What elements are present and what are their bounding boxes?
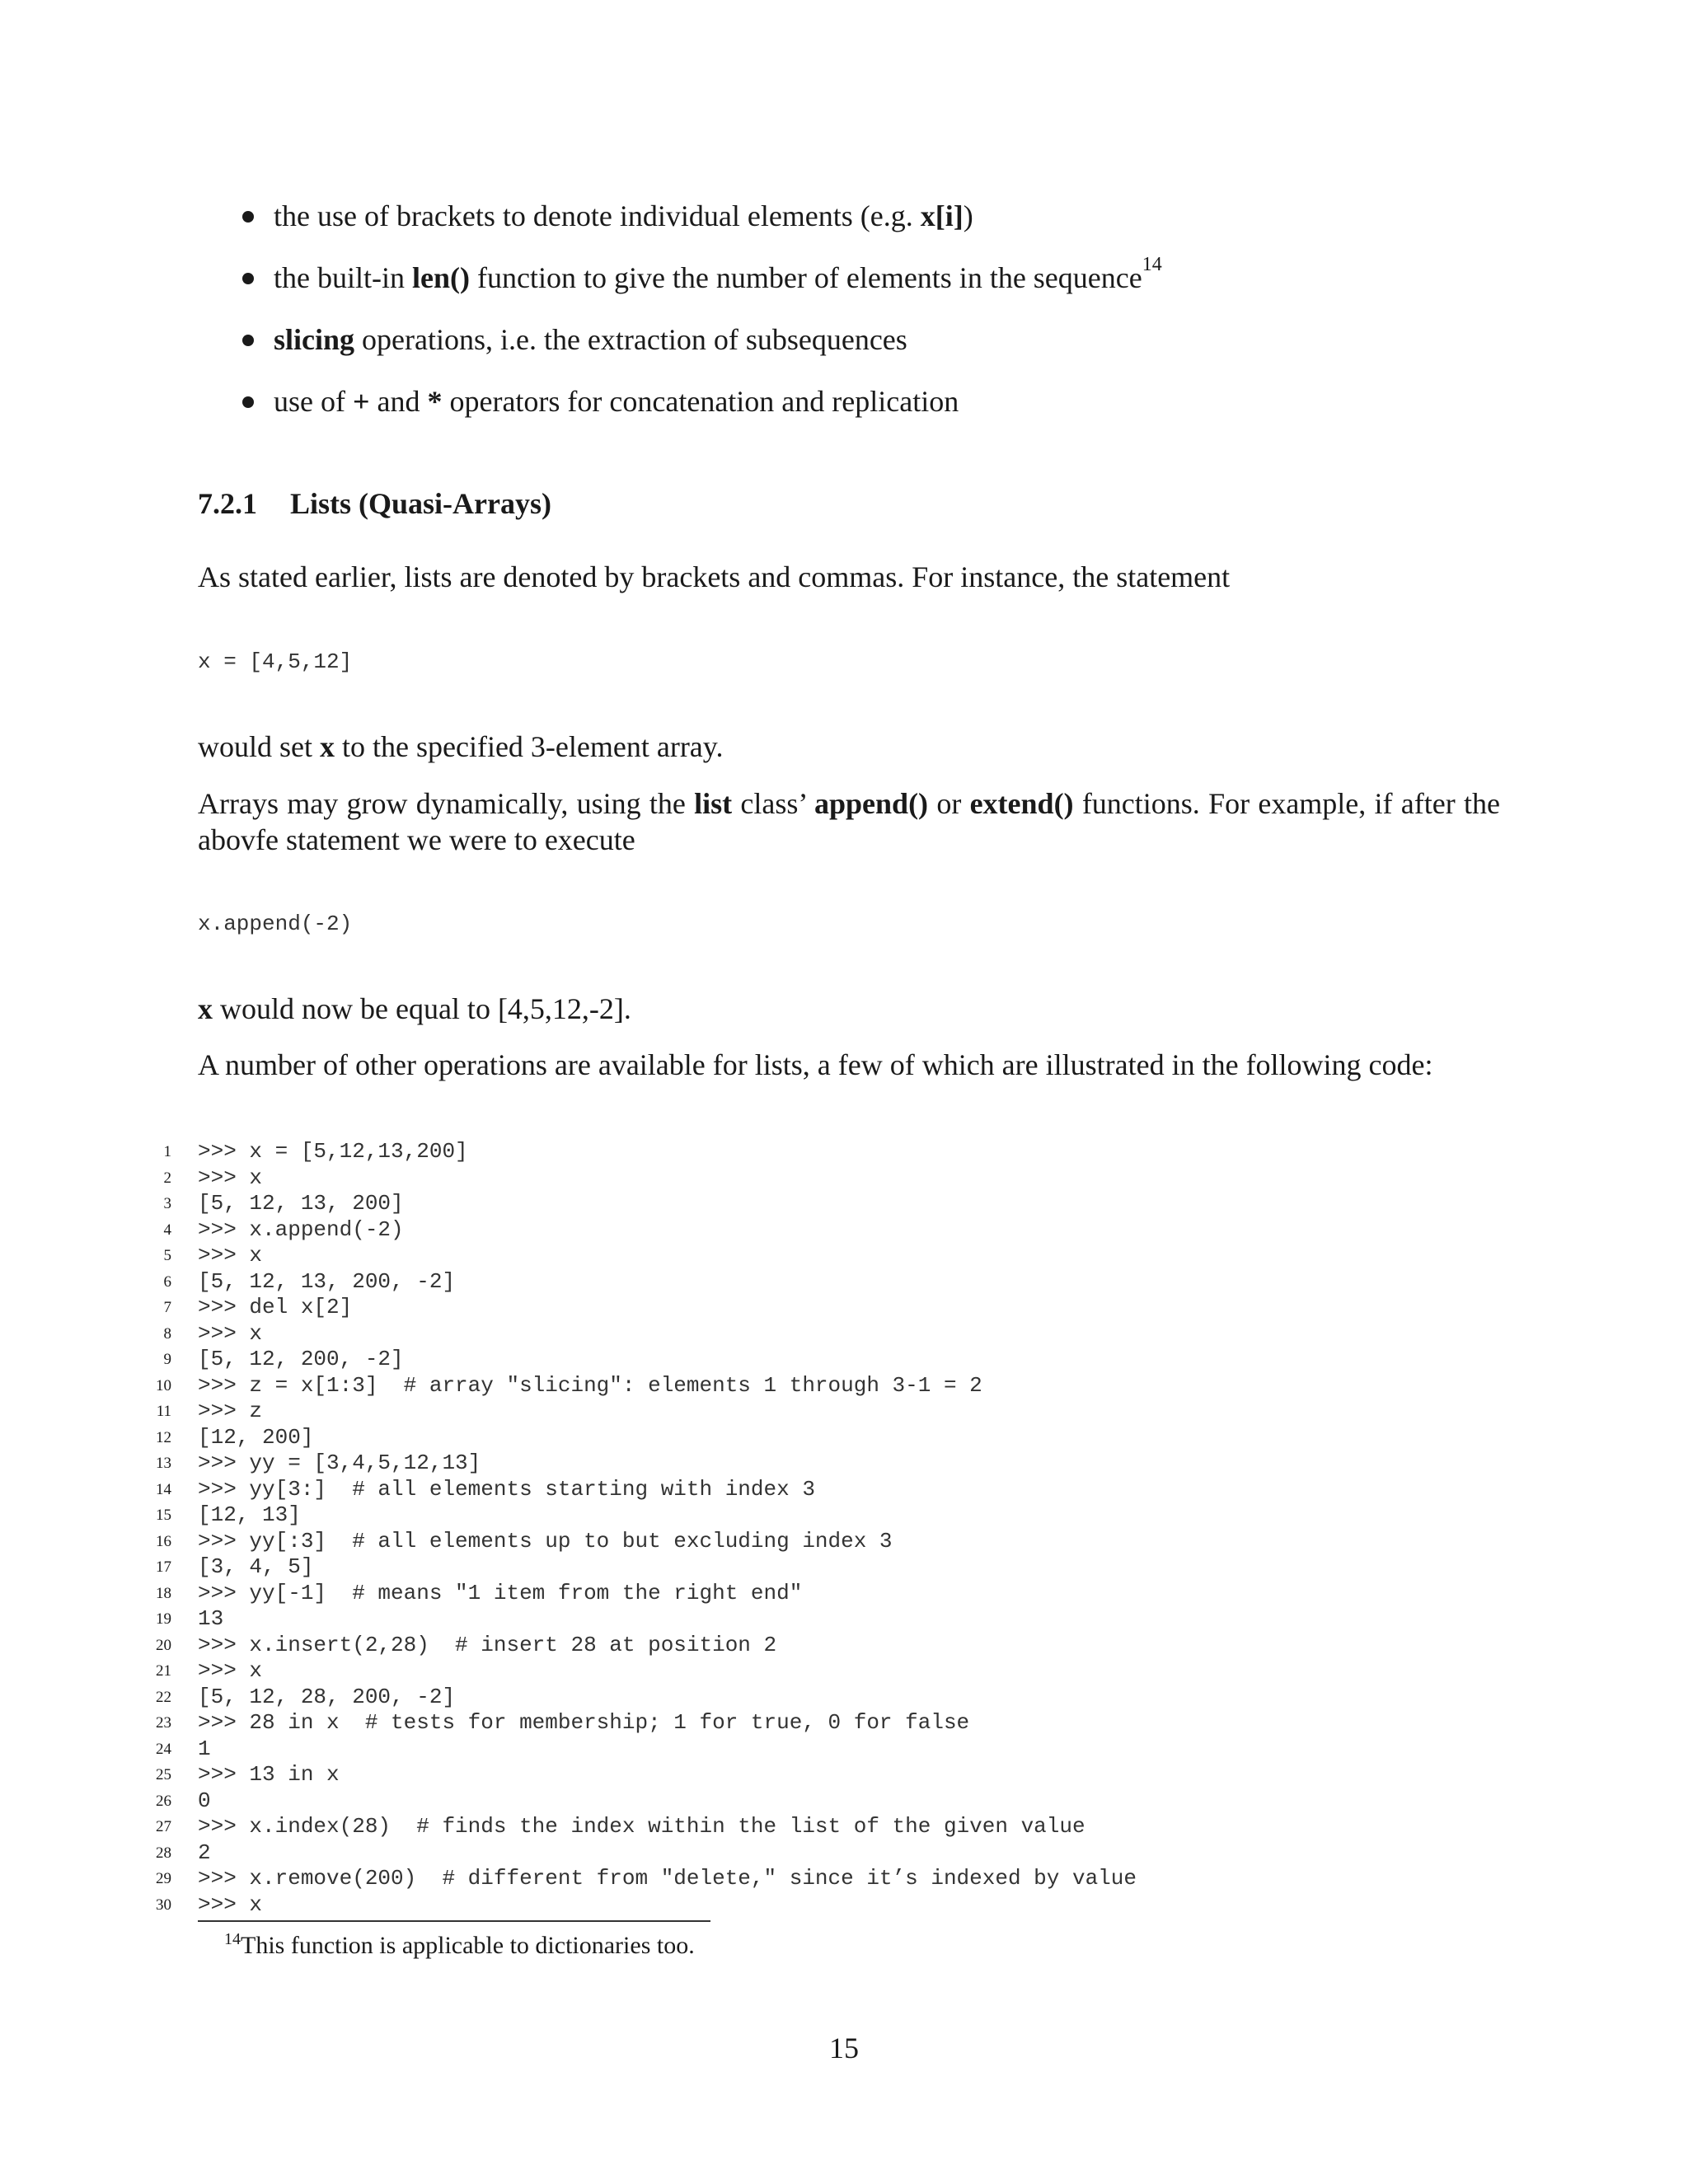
line-number: 14 bbox=[156, 1480, 171, 1498]
paragraph bbox=[198, 729, 723, 765]
code-text: 2 bbox=[198, 1840, 211, 1865]
bullet-list bbox=[241, 198, 1162, 445]
bullet-text: operations, i.e. the extraction of subsequences bbox=[354, 323, 907, 356]
line-number: 28 bbox=[156, 1844, 171, 1862]
code-text: >>> z = x[1:3] # array "slicing": elements 1 through 3-1 = 2 bbox=[198, 1372, 982, 1398]
bullet-dot bbox=[242, 273, 254, 284]
bullet-item bbox=[241, 383, 1162, 419]
code-text: [5, 12, 13, 200, -2] bbox=[198, 1268, 456, 1294]
paragraph-bold: x bbox=[198, 992, 213, 1025]
paragraph-bold: extend() bbox=[969, 787, 1074, 820]
line-number: 2 bbox=[163, 1169, 171, 1187]
line-number: 1 bbox=[163, 1143, 171, 1160]
bullet-text: function to give the number of elements in the sequence bbox=[469, 261, 1142, 294]
paragraph-bold: x bbox=[320, 730, 335, 763]
line-number: 15 bbox=[156, 1507, 171, 1524]
paragraph: A number of other operations are available for lists, a few of which are illustrated in the following code: bbox=[198, 1048, 1433, 1081]
line-number: 18 bbox=[156, 1584, 171, 1602]
bullet-dot bbox=[242, 335, 254, 346]
line-number: 4 bbox=[163, 1221, 171, 1239]
code-text: >>> x bbox=[198, 1320, 263, 1346]
footnote-mark: 14 bbox=[224, 1930, 241, 1948]
paragraph-text: would now be equal to [4,5,12,-2]. bbox=[213, 992, 631, 1025]
code-text: >>> yy = [3,4,5,12,13] bbox=[198, 1451, 481, 1475]
code-text: [5, 12, 200, -2] bbox=[198, 1347, 404, 1371]
code-text: [5, 12, 13, 200] bbox=[198, 1191, 404, 1216]
section-heading bbox=[198, 486, 551, 521]
bullet-dot bbox=[242, 396, 254, 408]
line-number: 25 bbox=[156, 1766, 171, 1783]
line-number: 26 bbox=[156, 1792, 171, 1810]
code-text: 0 bbox=[198, 1788, 211, 1813]
footnote-ref[interactable]: 14 bbox=[1142, 254, 1162, 275]
code-text: [5, 12, 28, 200, -2] bbox=[198, 1684, 456, 1709]
page-number: 15 bbox=[829, 2032, 859, 2064]
footnote bbox=[224, 1932, 695, 1960]
bullet-text: the use of brackets to denote individual elements (e.g. bbox=[274, 199, 921, 232]
line-number: 22 bbox=[156, 1688, 171, 1706]
line-number: 23 bbox=[156, 1714, 171, 1732]
line-number: 20 bbox=[156, 1636, 171, 1654]
line-number: 12 bbox=[156, 1428, 171, 1446]
code-text: >>> x bbox=[198, 1243, 263, 1268]
line-number: 5 bbox=[163, 1247, 171, 1264]
paragraph-bold: append() bbox=[814, 787, 929, 820]
paragraph-text: functions. For example, if after the abovfe statement we were to execute bbox=[198, 787, 1500, 856]
line-number: 27 bbox=[156, 1818, 171, 1835]
code-text: [3, 4, 5] bbox=[198, 1554, 314, 1579]
line-number: 21 bbox=[156, 1662, 171, 1680]
paragraph-text: or bbox=[928, 787, 970, 820]
bullet-dot bbox=[242, 211, 254, 223]
paragraph bbox=[198, 785, 1500, 858]
bullet-text: use of bbox=[274, 385, 353, 418]
code-text: >>> x = [5,12,13,200] bbox=[198, 1139, 468, 1164]
paragraph-text: to the specified 3-element array. bbox=[335, 730, 724, 763]
code-text: >>> x.append(-2) bbox=[198, 1216, 404, 1242]
line-number: 29 bbox=[156, 1870, 171, 1887]
code-text: >>> yy[3:] # all elements starting with index 3 bbox=[198, 1476, 815, 1502]
line-number: 10 bbox=[156, 1376, 171, 1394]
section-number: 7.2.1 bbox=[198, 487, 257, 520]
code-text: >>> x.remove(200) # different from "delete," since it’s indexed by value bbox=[198, 1866, 1137, 1891]
footnote-text: This function is applicable to dictionaries too. bbox=[241, 1932, 695, 1959]
line-number: 16 bbox=[156, 1532, 171, 1550]
bullet-text: operators for concatenation and replication bbox=[442, 385, 959, 418]
line-number: 30 bbox=[156, 1896, 171, 1914]
bullet-item bbox=[241, 254, 1162, 296]
code-text: 1 bbox=[198, 1736, 211, 1761]
line-number: 8 bbox=[163, 1324, 171, 1343]
code-text: 13 bbox=[198, 1606, 224, 1631]
code-text: >>> x.index(28) # finds the index within the list of the given value bbox=[198, 1814, 1085, 1839]
bullet-bold: x[i] bbox=[920, 199, 964, 232]
code-text: >>> x bbox=[198, 1891, 263, 1917]
line-number: 6 bbox=[163, 1272, 171, 1291]
line-number: 11 bbox=[156, 1403, 171, 1420]
paragraph-bold: list bbox=[694, 787, 733, 820]
line-number: 13 bbox=[156, 1455, 171, 1472]
line-number: 9 bbox=[163, 1351, 171, 1368]
code-text: >>> 28 in x # tests for membership; 1 for true, 0 for false bbox=[198, 1710, 970, 1735]
code-text: >>> x.insert(2,28) # insert 28 at position 2 bbox=[198, 1632, 777, 1657]
line-number: 24 bbox=[156, 1740, 171, 1758]
code-text: >>> del x[2] bbox=[198, 1295, 353, 1319]
line-number: 17 bbox=[156, 1558, 171, 1576]
code-text: [12, 200] bbox=[198, 1424, 314, 1450]
paragraph-text: would set bbox=[198, 730, 320, 763]
bullet-bold: + bbox=[352, 385, 370, 418]
code-text: >>> x bbox=[198, 1165, 263, 1190]
paragraph-text: class’ bbox=[732, 787, 814, 820]
bullet-text: and bbox=[369, 385, 428, 418]
code-text: [12, 13] bbox=[198, 1502, 301, 1527]
line-number: 19 bbox=[156, 1610, 171, 1628]
code-text: >>> x bbox=[198, 1658, 263, 1683]
section-title: Lists (Quasi-Arrays) bbox=[290, 487, 551, 520]
paragraph-text: Arrays may grow dynamically, using the bbox=[198, 787, 695, 820]
bullet-item bbox=[241, 321, 1162, 358]
bullet-bold: slicing bbox=[274, 323, 355, 356]
bullet-bold: * bbox=[427, 385, 443, 418]
code-snippet: x.append(-2) bbox=[198, 912, 353, 936]
paragraph bbox=[198, 991, 631, 1027]
paragraph: As stated earlier, lists are denoted by brackets and commas. For instance, the statement bbox=[198, 560, 1231, 593]
bullet-text: the built-in bbox=[274, 261, 412, 294]
bullet-text: ) bbox=[963, 199, 973, 232]
bullet-bold: len() bbox=[411, 261, 470, 294]
footnote-rule bbox=[198, 1920, 710, 1922]
code-text: >>> 13 in x bbox=[198, 1762, 340, 1787]
code-text: >>> yy[-1] # means "1 item from the right end" bbox=[198, 1580, 803, 1605]
line-number: 3 bbox=[163, 1195, 171, 1212]
bullet-item bbox=[241, 198, 1162, 234]
code-text: >>> z bbox=[198, 1399, 263, 1423]
code-text: >>> yy[:3] # all elements up to but excluding index 3 bbox=[198, 1528, 893, 1554]
code-snippet: x = [4,5,12] bbox=[198, 649, 353, 674]
line-number: 7 bbox=[163, 1299, 171, 1316]
